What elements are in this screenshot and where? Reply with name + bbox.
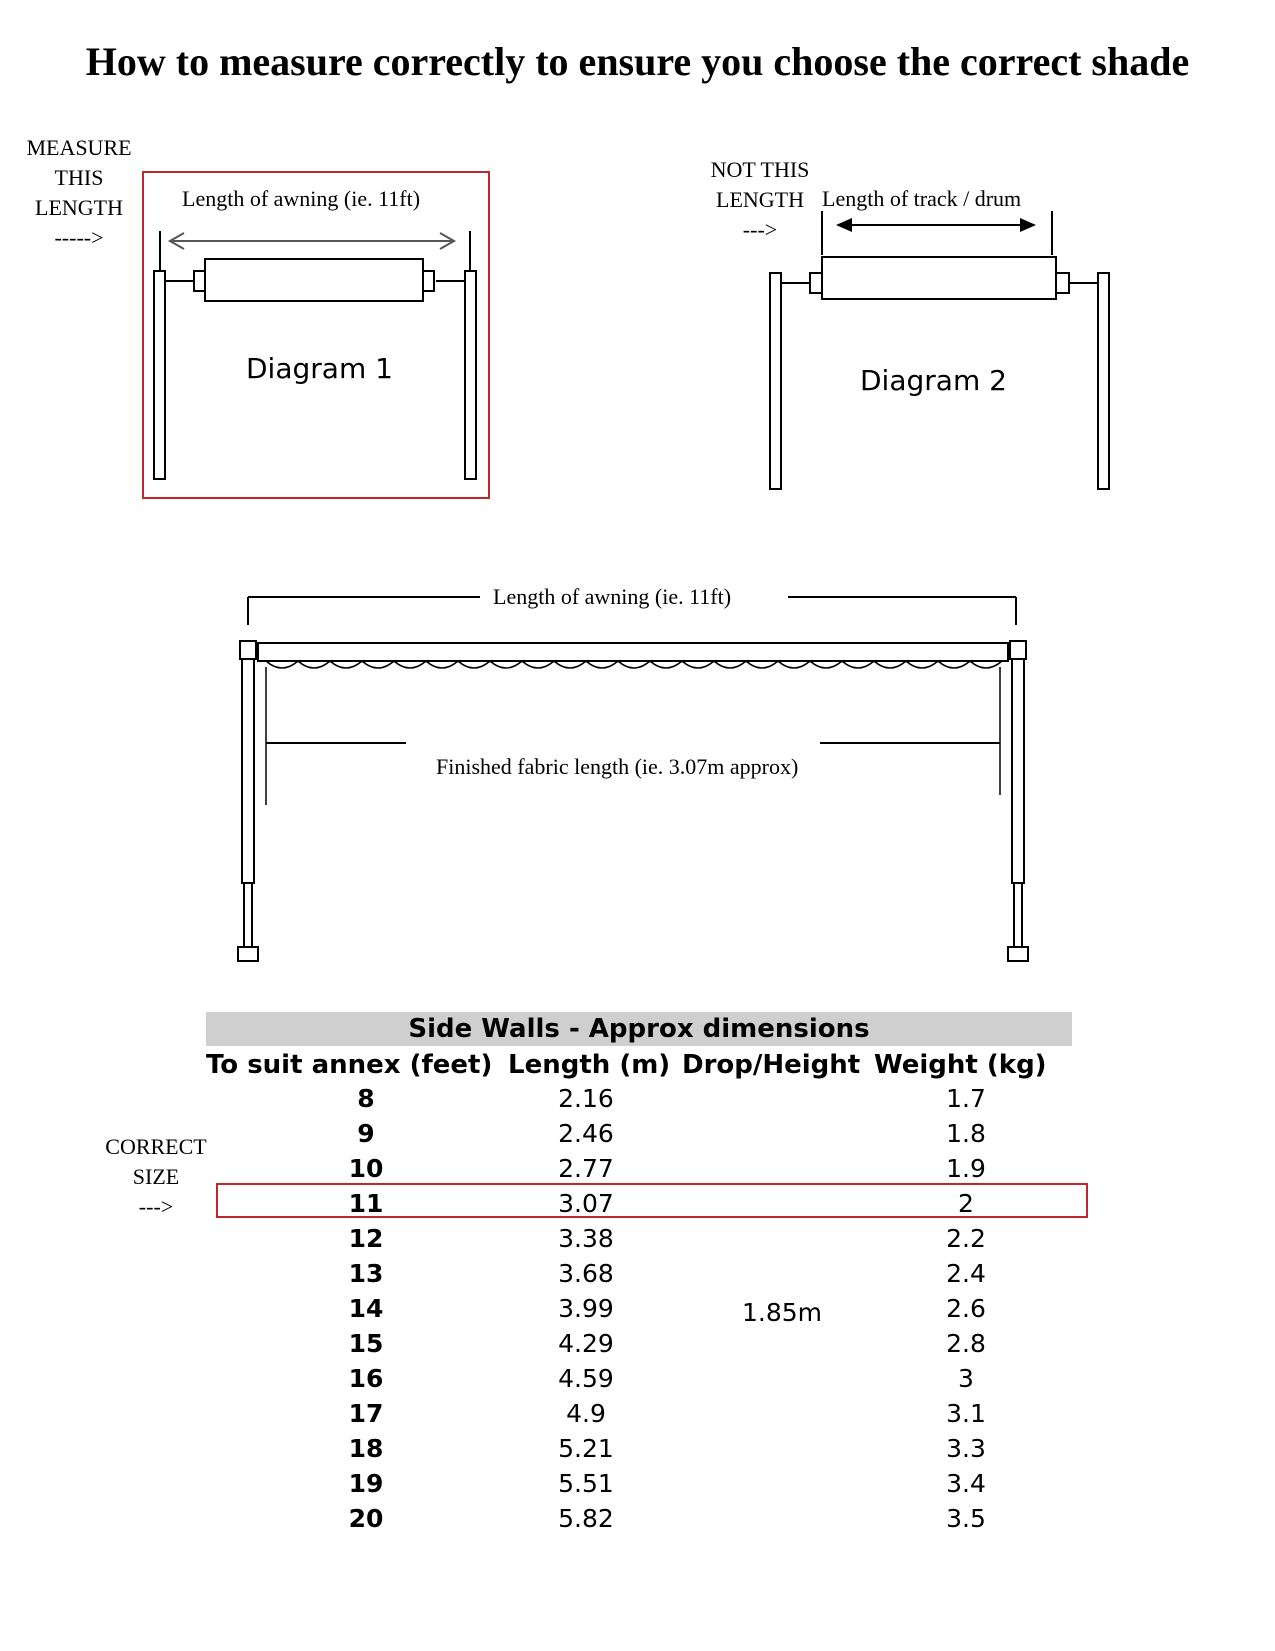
label-line: SIZE [132,1164,180,1189]
table-row [206,1084,1086,1119]
measure-this-length-label [14,133,144,253]
diagram-2-caption: Length of track / drum [822,186,1022,211]
label-line: MEASURE [26,135,132,160]
table-row [206,1224,1086,1259]
annex-feet-cell: 15 [348,1329,384,1358]
label-line: ---> [138,1194,174,1219]
length-m-cell: 5.82 [558,1504,614,1533]
length-m-cell: 3.38 [558,1224,614,1253]
weight-kg-cell: 3.4 [946,1469,986,1498]
weight-kg-cell: 3.5 [946,1504,986,1533]
annex-feet-cell: 17 [348,1399,384,1428]
correct-size-highlight [216,1183,1088,1218]
label-line: LENGTH [35,195,123,220]
label-line: ---> [742,217,778,242]
header-length: Length (m) [508,1050,671,1080]
page-title: How to measure correctly to ensure you choose the correct shade [85,39,1190,84]
weight-kg-cell: 2.8 [946,1329,986,1358]
weight-kg-cell: 1.9 [946,1154,986,1183]
length-m-cell: 4.29 [558,1329,614,1358]
weight-kg-cell: 1.7 [946,1084,986,1113]
weight-kg-cell: 2.4 [946,1259,986,1288]
weight-kg-cell: 3 [958,1364,974,1393]
annex-feet-cell: 14 [348,1294,384,1323]
annex-feet-cell: 19 [348,1469,384,1498]
length-m-cell: 4.9 [566,1399,606,1428]
annex-feet-cell: 18 [348,1434,384,1463]
diagram-2-drawing [760,205,1130,495]
annex-feet-cell: 16 [348,1364,384,1393]
label-line: THIS [54,165,104,190]
length-m-cell: 4.59 [558,1364,614,1393]
annex-feet-cell: 11 [348,1189,384,1218]
fabric-length-caption: Finished fabric length (ie. 3.07m approx) [436,754,799,779]
table-row [206,1329,1086,1364]
diagram-1-caption: Length of awning (ie. 11ft) [182,186,421,211]
annex-feet-cell: 9 [357,1119,375,1148]
header-weight: Weight (kg) [874,1050,1047,1080]
table-row [206,1469,1086,1504]
drop-height-value: 1.85m [742,1298,823,1327]
table-row [206,1399,1086,1434]
length-m-cell: 3.68 [558,1259,614,1288]
weight-kg-cell: 2 [958,1189,974,1218]
table-row [206,1434,1086,1469]
length-m-cell: 5.51 [558,1469,614,1498]
table-row [206,1504,1086,1539]
length-m-cell: 2.77 [558,1154,614,1183]
header-drop-height: Drop/Height [682,1050,861,1080]
weight-kg-cell: 3.1 [946,1399,986,1428]
length-m-cell: 2.46 [558,1119,614,1148]
weight-kg-cell: 2.2 [946,1224,986,1253]
table-row [206,1364,1086,1399]
table-row [206,1119,1086,1154]
weight-kg-cell: 1.8 [946,1119,986,1148]
table-row [206,1259,1086,1294]
table-title: Side Walls - Approx dimensions [206,1012,1072,1046]
annex-feet-cell: 12 [348,1224,384,1253]
header-annex: To suit annex (feet) [206,1050,493,1080]
table-row [206,1294,1086,1329]
label-line: LENGTH [716,187,804,212]
label-line: NOT THIS [710,157,810,182]
length-m-cell: 3.99 [558,1294,614,1323]
length-m-cell: 3.07 [558,1189,614,1218]
length-m-cell: 5.21 [558,1434,614,1463]
diagram-2-name: Diagram 2 [860,364,1007,397]
annex-feet-cell: 8 [357,1084,375,1113]
length-m-cell: 2.16 [558,1084,614,1113]
awning-length-caption: Length of awning (ie. 11ft) [493,584,732,609]
weight-kg-cell: 3.3 [946,1434,986,1463]
label-line: -----> [54,225,104,250]
weight-kg-cell: 2.6 [946,1294,986,1323]
diagram-1-drawing [142,171,490,499]
annex-feet-cell: 13 [348,1259,384,1288]
annex-feet-cell: 20 [348,1504,384,1533]
correct-size-label [96,1132,216,1222]
label-line: CORRECT [105,1134,207,1159]
diagram-1-name: Diagram 1 [246,352,393,385]
annex-feet-cell: 10 [348,1154,384,1183]
